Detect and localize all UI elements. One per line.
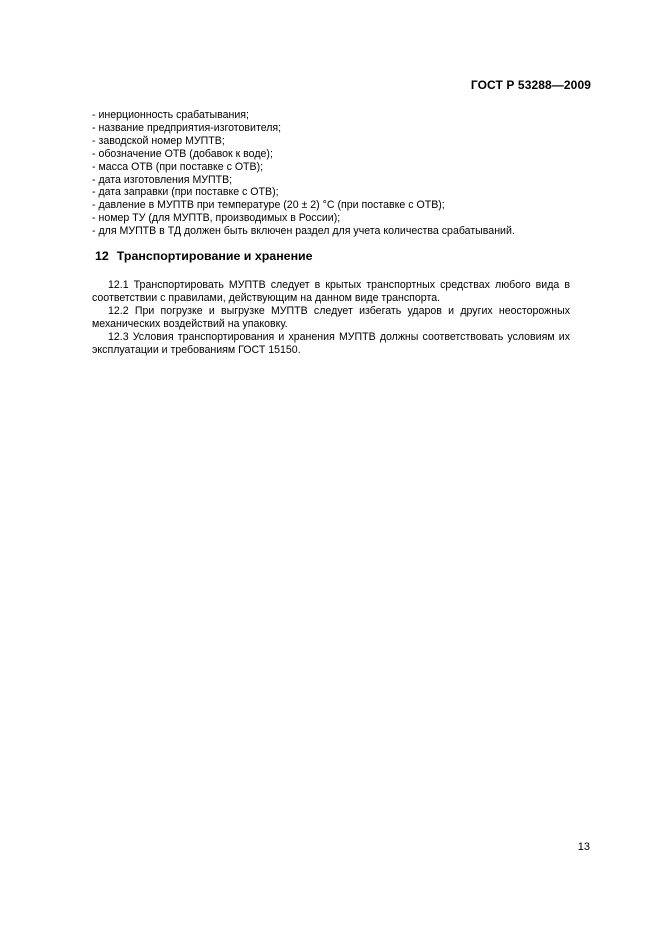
list-item: - номер ТУ (для МУПТВ, производимых в России);	[92, 212, 341, 225]
marking-list	[92, 109, 572, 238]
section-number: 12	[95, 249, 109, 263]
list-item: - инерционность срабатывания;	[92, 109, 249, 121]
list-item: - заводской номер МУПТВ;	[92, 134, 225, 147]
section-heading	[95, 249, 313, 263]
list-item: - масса ОТВ (при поставке с ОТВ);	[92, 160, 264, 173]
list-item: - давление в МУПТВ при температуре (20 ± 2) °С (при поставке с ОТВ);	[92, 199, 445, 212]
list-item: - обозначение ОТВ (добавок к воде);	[92, 147, 273, 160]
list-item: - дата заправки (при поставке с ОТВ);	[92, 186, 279, 199]
section-body	[92, 279, 570, 356]
section-title: Транспортирование и хранение	[116, 249, 313, 263]
document-code-header: ГОСТ Р 53288—2009	[470, 78, 591, 92]
list-item: - название предприятия-изготовителя;	[92, 121, 282, 134]
paragraph-12-3: 12.3 Условия транспортирования и хранения МУПТВ должны соответствовать условиям их эксплуатации и требованиям ГОСТ 15150.	[92, 330, 570, 356]
list-item: - для МУПТВ в ТД должен быть включен раздел для учета количества срабатываний.	[92, 225, 515, 238]
paragraph-12-1: 12.1 Транспортировать МУПТВ следует в крытых транспортных средствах любого вида в соответствии с правилами, действующим на данном виде транспорта.	[92, 279, 570, 304]
list-item: - дата изготовления МУПТВ;	[92, 173, 233, 186]
paragraph-12-2: 12.2 При погрузке и выгрузке МУПТВ следует избегать ударов и других неосторожных механических воздействий на упаковку.	[92, 304, 570, 330]
page-number: 13	[577, 841, 590, 853]
